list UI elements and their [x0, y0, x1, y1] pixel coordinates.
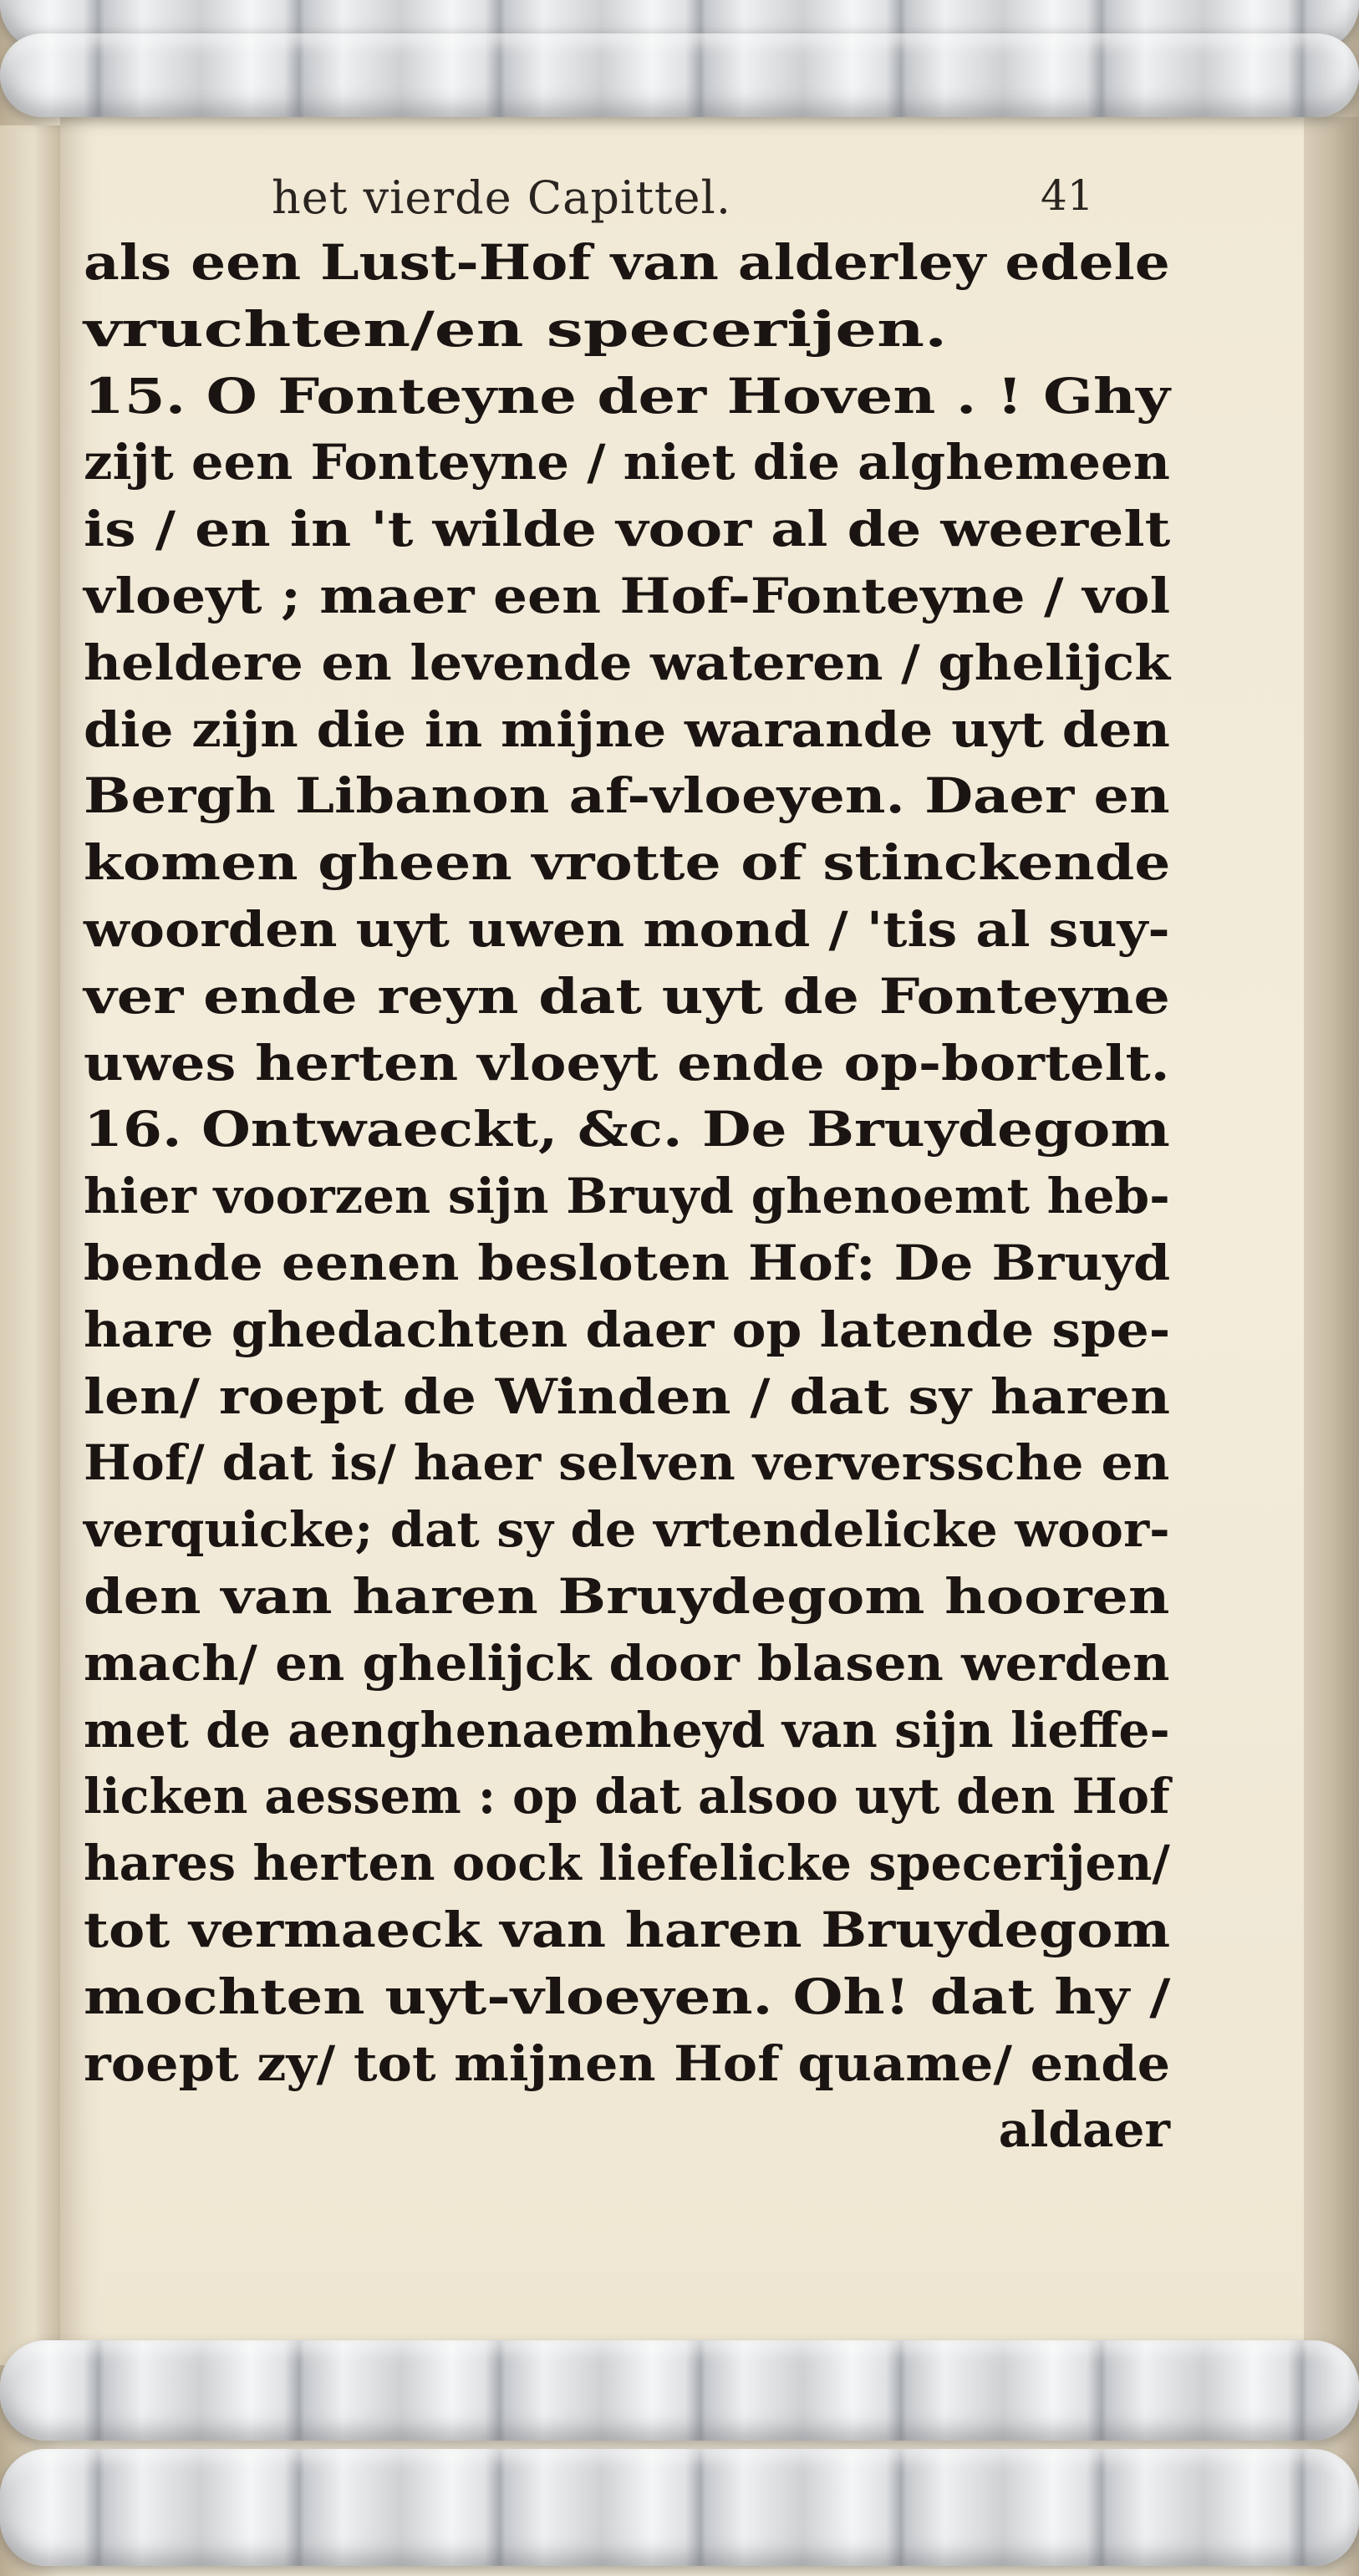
text-line: uwes herten vloeyt ende op-bortelt. — [84, 1034, 1170, 1092]
text-line: is / en in 't wilde voor al de weerelt — [84, 501, 1171, 558]
text-line: zijt een Fonteyne / niet die alghemeen — [84, 434, 1170, 491]
left-page-edge — [0, 125, 65, 2365]
text-line: 15. O Fonteyne der Hoven . ! Ghy — [84, 367, 1170, 425]
text-line: licken aessem : op dat alsoo uyt den Hof — [84, 1768, 1170, 1825]
right-page-edge — [1304, 117, 1359, 2374]
bottom-cord — [0, 2449, 1359, 2566]
text-line: mochten uyt-vloeyen. Oh! dat hy / — [84, 1968, 1171, 2025]
page-header — [84, 171, 1170, 230]
text-line: komen gheen vrotte of stinckende — [84, 834, 1171, 892]
text-line: mach/ en ghelijck door blasen werden — [84, 1634, 1170, 1692]
bottom-cord — [0, 2340, 1359, 2441]
text-line: Hof/ dat is/ haer selven ververssche en — [84, 1434, 1170, 1492]
text-line: roept zy/ tot mijnen Hof quame/ ende — [84, 2034, 1171, 2092]
text-line: verquicke; dat sy de vrtendelicke woor- — [84, 1501, 1170, 1559]
text-line: bende eenen besloten Hof: De Bruyd — [84, 1234, 1171, 1291]
text-line: heldere en levende wateren / ghelijck — [84, 634, 1171, 691]
top-cord — [0, 33, 1359, 117]
text-line: die zijn die in mijne warande uyt den — [84, 700, 1170, 758]
running-head: het vierde Capittel. — [272, 171, 731, 224]
text-line: den van haren Bruydegom hooren — [84, 1567, 1170, 1625]
text-line: 16. Ontwaeckt, &c. De Bruydegom — [84, 1101, 1170, 1158]
text-line: hare ghedachten daer op latende spe- — [84, 1301, 1171, 1358]
text-line: als een Lust-Hof van alderley edele — [84, 234, 1170, 291]
catchword: aldaer — [998, 2101, 1170, 2159]
body-text — [84, 230, 1170, 2164]
text-block — [84, 171, 1170, 2164]
text-line: hares herten oock liefelicke specerijen/ — [84, 1835, 1170, 1892]
text-line: hier voorzen sijn Bruyd ghenoemt heb- — [84, 1168, 1170, 1225]
text-line: ver ende reyn dat uyt de Fonteyne — [84, 967, 1170, 1025]
text-line: len/ roept de Winden / dat sy haren — [84, 1367, 1171, 1425]
text-line: vruchten/en specerijen. — [84, 300, 948, 358]
text-line: Bergh Libanon af-vloeyen. Daer en — [84, 767, 1170, 825]
text-line: met de aenghenaemheyd van sijn lieffe- — [84, 1701, 1170, 1759]
text-line: woorden uyt uwen mond / 'tis al suy- — [84, 900, 1170, 958]
text-line: vloeyt ; maer een Hof-Fonteyne / vol — [84, 567, 1171, 624]
page-number: 41 — [1041, 171, 1094, 220]
text-line: tot vermaeck van haren Bruydegom — [84, 1901, 1171, 1958]
